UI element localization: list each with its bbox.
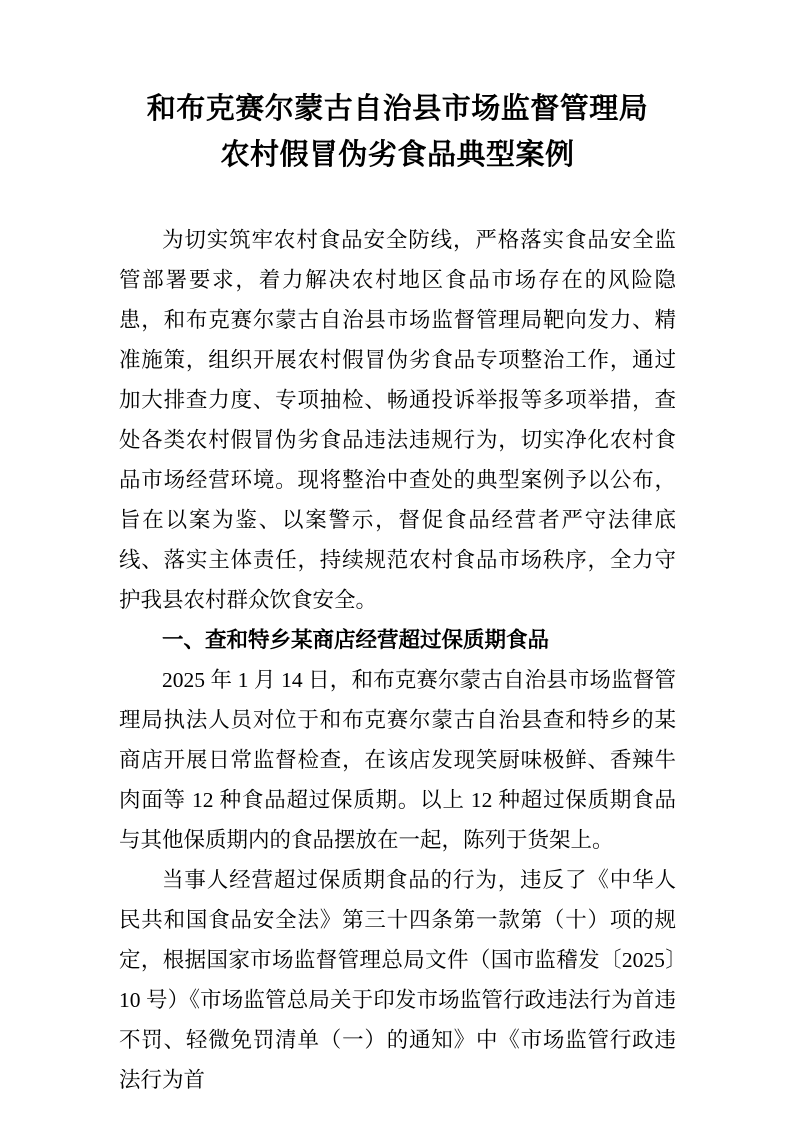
document-title-line-2: 农村假冒伪劣食品典型案例 <box>220 139 575 171</box>
document-body <box>119 220 676 1100</box>
section-1-heading: 一、查和特乡某商店经营超过保质期食品 <box>162 628 550 652</box>
document-title <box>119 86 676 178</box>
intro-paragraph: 为切实筑牢农村食品安全防线，严格落实食品安全监管部署要求，着力解决农村地区食品市场存在的风险隐患，和布克赛尔蒙古自治县市场监督管理局靶向发力、精准施策，组织开展农村假冒伪劣食品专项整治工作，通过加大排查力度、专项抽检、畅通投诉举报等多项举措，查处各类农村假冒伪劣食品违法违规行为，切实净化农村食品市场经营环境。现将整治中查处的典型案例予以公布，旨在以案为鉴、以案警示，督促食品经营者严守法律底线、落实主体责任，持续规范农村食品市场秩序，全力守护我县农村群众饮食安全。 <box>119 228 676 612</box>
section-1-paragraph-2: 当事人经营超过保质期食品的行为，违反了《中华人民共和国食品安全法》第三十四条第一款第（十）项的规定，根据国家市场监督管理总局文件（国市监稽发〔2025〕10 号）《市场监管总局关于印发市场监管行政违法行为首违不罚、轻微免罚清单（一）的通知》中《市场监管行政违法行为首 <box>119 868 676 1092</box>
document-title-line-1: 和布克赛尔蒙古自治县市场监督管理局 <box>146 93 649 125</box>
section-1-paragraph-1: 2025 年 1 月 14 日，和布克赛尔蒙古自治县市场监督管理局执法人员对位于和布克赛尔蒙古自治县查和特乡的某商店开展日常监督检查，在该店发现笑厨味极鲜、香辣牛肉面等 12 种食品超过保质期。以上 12 种超过保质期食品与其他保质期内的食品摆放在一起，陈列于货架上。 <box>119 668 676 852</box>
